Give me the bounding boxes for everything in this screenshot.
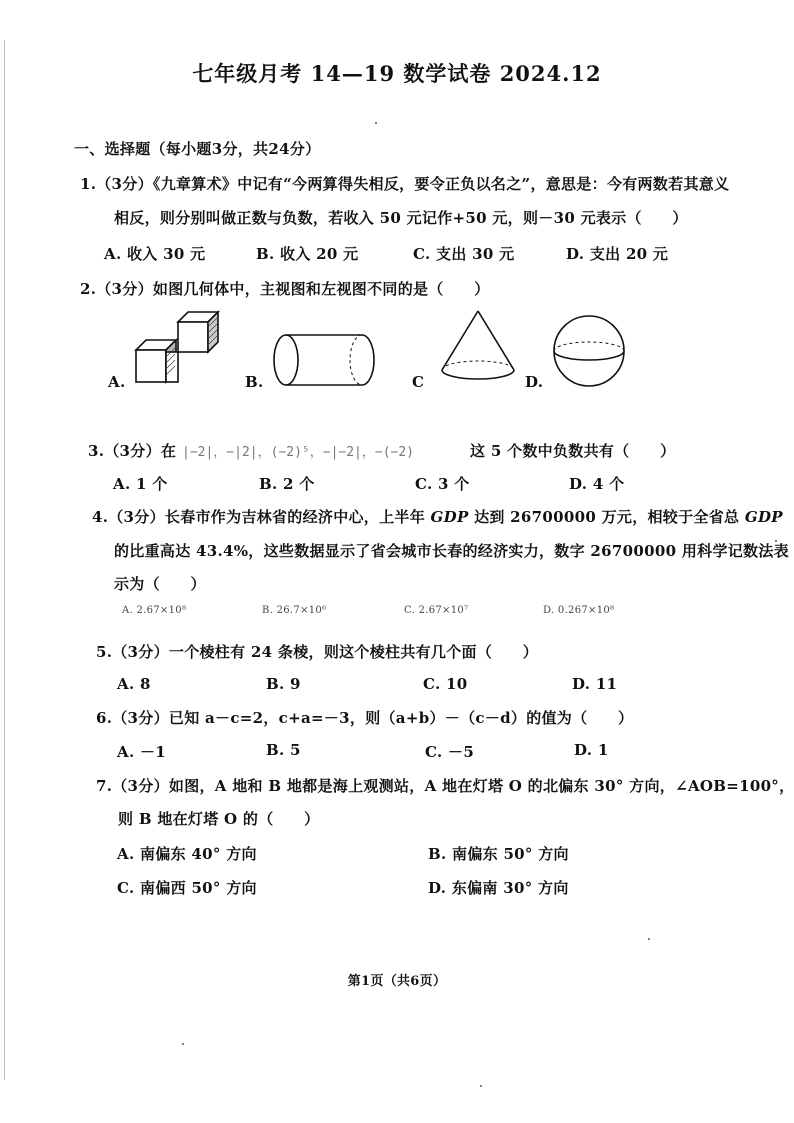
q1-option-a: A. 收入 30 元 <box>104 245 206 263</box>
q2-label-c: C <box>412 373 425 391</box>
figure-b-cylinder <box>268 330 380 392</box>
q4-option-d: D. 0.267×10⁸ <box>543 605 615 616</box>
q6-line1: 6.（3分）已知 a－c=2，c+a=－3，则（a+b）－（c－d）的值为（ ） <box>96 709 634 727</box>
q5-option-b: B. 9 <box>266 675 301 693</box>
q2-label-b: B. <box>245 373 264 391</box>
q7-option-b: B. 南偏东 50° 方向 <box>428 845 569 863</box>
q3-option-c: C. 3 个 <box>415 475 470 493</box>
scan-speck <box>775 540 777 542</box>
scan-speck <box>182 1043 184 1045</box>
q2-line1: 2.（3分）如图几何体中，主视图和左视图不同的是（ ） <box>80 280 490 298</box>
q5-option-c: C. 10 <box>423 675 468 693</box>
scan-speck <box>648 938 650 940</box>
q2-label-d: D. <box>525 373 544 391</box>
scan-edge-line <box>4 40 5 1080</box>
q4-line1-a: 4.（3分）长春市作为吉林省的经济中心，上半年 <box>92 508 425 526</box>
q1-line2: 相反，则分别叫做正数与负数，若收入 50 元记作+50 元，则－30 元表示（ ） <box>114 209 688 227</box>
q4-gdp-2: GDP <box>744 508 783 526</box>
q4-option-a: A. 2.67×10⁸ <box>122 605 187 616</box>
figure-a-stepped-cubes <box>130 310 225 390</box>
q4-line1-b: 达到 26700000 万元，相较于全省总 <box>474 508 740 526</box>
q7-line2: 则 B 地在灯塔 O 的（ ） <box>118 810 320 828</box>
q3-option-d: D. 4 个 <box>569 475 625 493</box>
q7-line1: 7.（3分）如图，A 地和 B 地都是海上观测站，A 地在灯塔 O 的北偏东 30° 方向，∠AOB=100°， <box>96 777 794 795</box>
q6-option-d: D. 1 <box>574 741 609 759</box>
q4-line2: 的比重高达 43.4%，这些数据显示了省会城市长春的经济实力，数字 26700000 用科学记数法表 <box>114 542 789 560</box>
q6-option-c: C. －5 <box>425 743 475 761</box>
q7-option-a: A. 南偏东 40° 方向 <box>117 845 257 863</box>
q4-gdp-1: GDP <box>430 508 469 526</box>
q3-option-a: A. 1 个 <box>113 475 168 493</box>
q4-line3: 示为（ ） <box>114 575 206 593</box>
q1-option-b: B. 收入 20 元 <box>256 245 359 263</box>
page-title: 七年级月考 14—19 数学试卷 2024.12 <box>192 61 602 86</box>
q5-option-a: A. 8 <box>117 675 151 693</box>
figure-d-sphere <box>550 312 628 390</box>
page-footer: 第1页（共6页） <box>347 974 447 989</box>
q2-label-a: A. <box>108 373 126 391</box>
q3-option-b: B. 2 个 <box>259 475 315 493</box>
q4-line1 <box>92 506 783 527</box>
q3-suffix: 这 5 个数中负数共有（ ） <box>470 442 676 460</box>
q7-option-c: C. 南偏西 50° 方向 <box>117 879 257 897</box>
q5-line1: 5.（3分）一个棱柱有 24 条棱，则这个棱柱共有几个面（ ） <box>96 643 539 661</box>
q6-option-a: A. －1 <box>117 743 167 761</box>
figure-c-cone <box>438 308 520 388</box>
q1-option-d: D. 支出 20 元 <box>566 245 669 263</box>
scan-speck <box>480 1085 482 1087</box>
q1-option-c: C. 支出 30 元 <box>413 245 515 263</box>
q4-option-b: B. 26.7×10⁶ <box>262 605 327 616</box>
q5-option-d: D. 11 <box>572 675 618 693</box>
scan-speck <box>375 122 377 124</box>
section-heading: 一、选择题（每小题3分，共24分） <box>74 140 321 158</box>
q1-line1: 1.（3分）《九章算术》中记有“今两算得失相反，要令正负以名之”，意思是：今有两数若其意义 <box>80 175 730 193</box>
q6-option-b: B. 5 <box>266 741 301 759</box>
q3-expression: |−2|，−|2|，(−2)⁵，−|−2|，−(−2) <box>182 445 415 460</box>
q3-prefix: 3.（3分）在 <box>88 442 177 460</box>
q4-option-c: C. 2.67×10⁷ <box>404 605 469 616</box>
q7-option-d: D. 东偏南 30° 方向 <box>428 879 569 897</box>
